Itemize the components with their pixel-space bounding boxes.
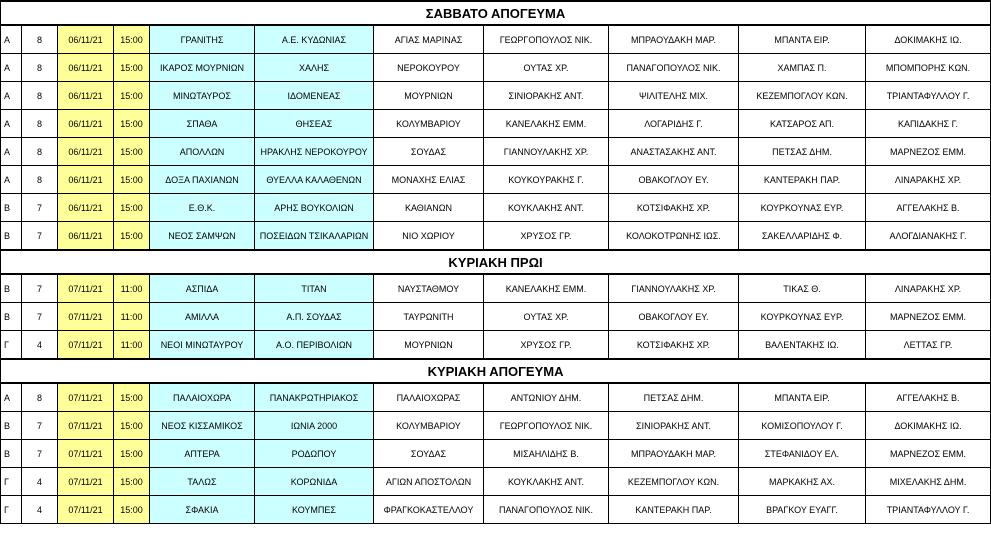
match-row bbox=[1, 166, 991, 194]
observer-cell: ΜΑΡΝΕΖΟΣ ΕΜΜ. bbox=[866, 138, 991, 166]
cat-cell: Α bbox=[1, 82, 22, 110]
assistant-2-cell: ΣΤΕΦΑΝΙΔΟΥ ΕΛ. bbox=[739, 440, 866, 468]
date-cell: 06/11/21 bbox=[58, 110, 114, 138]
time-cell: 15:00 bbox=[114, 440, 150, 468]
referee-cell: ΠΑΝΑΓΟΠΟΥΛΟΣ ΝΙΚ. bbox=[484, 496, 609, 524]
referee-cell: ΓΙΑΝΝΟΥΛΑΚΗΣ ΧΡ. bbox=[484, 138, 609, 166]
round-cell: 8 bbox=[22, 82, 58, 110]
time-cell: 15:00 bbox=[114, 82, 150, 110]
assistant-2-cell: ΣΑΚΕΛΛΑΡΙΔΗΣ Φ. bbox=[739, 222, 866, 251]
assistant-2-cell: ΚΟΥΡΚΟΥΝΑΣ ΕΥΡ. bbox=[739, 194, 866, 222]
time-cell: 15:00 bbox=[114, 194, 150, 222]
referee-cell: ΓΕΩΡΓΟΠΟΥΛΟΣ ΝΙΚ. bbox=[484, 412, 609, 440]
section-title: ΣΑΒΒΑΤΟ ΑΠΟΓΕΥΜΑ bbox=[1, 1, 991, 25]
cat-cell: Α bbox=[1, 25, 22, 54]
away-cell: ΚΟΥΜΠΕΣ bbox=[255, 496, 374, 524]
home-cell: ΤΑΛΩΣ bbox=[150, 468, 255, 496]
time-cell: 15:00 bbox=[114, 54, 150, 82]
match-row bbox=[1, 82, 991, 110]
cat-cell: Α bbox=[1, 166, 22, 194]
venue-cell: ΑΓΙΩΝ ΑΠΟΣΤΟΛΩΝ bbox=[374, 468, 484, 496]
observer-cell: ΑΛΟΓΔΙΑΝΑΚΗΣ Γ. bbox=[866, 222, 991, 251]
venue-cell: ΝΕΡΟΚΟΥΡΟΥ bbox=[374, 54, 484, 82]
away-cell: ΘΥΕΛΛΑ ΚΑΛΑΘΕΝΩΝ bbox=[255, 166, 374, 194]
date-cell: 06/11/21 bbox=[58, 54, 114, 82]
home-cell: ΣΦΑΚΙΑ bbox=[150, 496, 255, 524]
home-cell: ΝΕΟΣ ΚΙΣΣΑΜΙΚΟΣ bbox=[150, 412, 255, 440]
date-cell: 07/11/21 bbox=[58, 412, 114, 440]
away-cell: ΚΟΡΩΝΙΔΑ bbox=[255, 468, 374, 496]
section-title: ΚΥΡΙΑΚΗ ΠΡΩΙ bbox=[1, 250, 991, 274]
home-cell: Ε.Θ.Κ. bbox=[150, 194, 255, 222]
assistant-1-cell: ΟΒΑΚΟΓΛΟΥ ΕΥ. bbox=[609, 303, 739, 331]
referee-cell: ΚΟΥΚΛΑΚΗΣ ΑΝΤ. bbox=[484, 468, 609, 496]
date-cell: 06/11/21 bbox=[58, 138, 114, 166]
referee-cell: ΟΥΤΑΣ ΧΡ. bbox=[484, 303, 609, 331]
cat-cell: Γ bbox=[1, 331, 22, 360]
time-cell: 15:00 bbox=[114, 222, 150, 251]
match-row bbox=[1, 383, 991, 412]
assistant-2-cell: ΠΕΤΣΑΣ ΔΗΜ. bbox=[739, 138, 866, 166]
time-cell: 15:00 bbox=[114, 166, 150, 194]
cat-cell: Β bbox=[1, 222, 22, 251]
referee-cell: ΚΟΥΚΟΥΡΑΚΗΣ Γ. bbox=[484, 166, 609, 194]
venue-cell: ΑΓΙΑΣ ΜΑΡΙΝΑΣ bbox=[374, 25, 484, 54]
match-row bbox=[1, 138, 991, 166]
assistant-1-cell: ΚΟΤΣΙΦΑΚΗΣ ΧΡ. bbox=[609, 194, 739, 222]
round-cell: 4 bbox=[22, 468, 58, 496]
venue-cell: ΝΑΥΣΤΑΘΜΟΥ bbox=[374, 274, 484, 303]
venue-cell: ΜΟΥΡΝΙΩΝ bbox=[374, 331, 484, 360]
observer-cell: ΤΡΙΑΝΤΑΦΥΛΛΟΥ Γ. bbox=[866, 496, 991, 524]
assistant-1-cell: ΜΠΡΑΟΥΔΑΚΗ ΜΑΡ. bbox=[609, 25, 739, 54]
away-cell: ΙΔΟΜΕΝΕΑΣ bbox=[255, 82, 374, 110]
observer-cell: ΛΙΝΑΡΑΚΗΣ ΧΡ. bbox=[866, 274, 991, 303]
assistant-2-cell: ΚΕΖΕΜΠΟΓΛΟΥ ΚΩΝ. bbox=[739, 82, 866, 110]
venue-cell: ΜΟΝΑΧΗΣ ΕΛΙΑΣ bbox=[374, 166, 484, 194]
round-cell: 7 bbox=[22, 222, 58, 251]
match-row bbox=[1, 412, 991, 440]
cat-cell: Β bbox=[1, 274, 22, 303]
venue-cell: ΣΟΥΔΑΣ bbox=[374, 138, 484, 166]
away-cell: Α.Ο. ΠΕΡΙΒΟΛΙΩΝ bbox=[255, 331, 374, 360]
home-cell: ΓΡΑΝΙΤΗΣ bbox=[150, 25, 255, 54]
section-header-row bbox=[1, 359, 991, 383]
home-cell: ΑΣΠΙΔΑ bbox=[150, 274, 255, 303]
cat-cell: Α bbox=[1, 110, 22, 138]
match-row bbox=[1, 496, 991, 524]
assistant-1-cell: ΟΒΑΚΟΓΛΟΥ ΕΥ. bbox=[609, 166, 739, 194]
match-row bbox=[1, 303, 991, 331]
round-cell: 7 bbox=[22, 194, 58, 222]
time-cell: 15:00 bbox=[114, 110, 150, 138]
venue-cell: ΚΑΘΙΑΝΩΝ bbox=[374, 194, 484, 222]
assistant-1-cell: ΚΑΝΤΕΡΑΚΗ ΠΑΡ. bbox=[609, 496, 739, 524]
away-cell: ΘΗΣΕΑΣ bbox=[255, 110, 374, 138]
schedule-body bbox=[1, 1, 991, 524]
cat-cell: Β bbox=[1, 303, 22, 331]
match-row bbox=[1, 440, 991, 468]
referee-cell: ΟΥΤΑΣ ΧΡ. bbox=[484, 54, 609, 82]
home-cell: ΑΜΙΛΛΑ bbox=[150, 303, 255, 331]
assistant-1-cell: ΣΙΝΙΟΡΑΚΗΣ ΑΝΤ. bbox=[609, 412, 739, 440]
match-row bbox=[1, 110, 991, 138]
home-cell: ΝΕΟΣ ΣΑΜΨΩΝ bbox=[150, 222, 255, 251]
referee-cell: ΚΑΝΕΛΑΚΗΣ ΕΜΜ. bbox=[484, 274, 609, 303]
away-cell: ΙΩΝΙΑ 2000 bbox=[255, 412, 374, 440]
assistant-1-cell: ΠΕΤΣΑΣ ΔΗΜ. bbox=[609, 383, 739, 412]
date-cell: 07/11/21 bbox=[58, 468, 114, 496]
referee-cell: ΧΡΥΣΟΣ ΓΡ. bbox=[484, 222, 609, 251]
cat-cell: Α bbox=[1, 54, 22, 82]
home-cell: ΙΚΑΡΟΣ ΜΟΥΡΝΙΩΝ bbox=[150, 54, 255, 82]
cat-cell: Β bbox=[1, 412, 22, 440]
venue-cell: ΠΑΛΑΙΟΧΩΡΑΣ bbox=[374, 383, 484, 412]
time-cell: 15:00 bbox=[114, 138, 150, 166]
assistant-2-cell: ΒΡΑΓΚΟΥ ΕΥΑΓΓ. bbox=[739, 496, 866, 524]
section-header-row bbox=[1, 1, 991, 25]
round-cell: 7 bbox=[22, 440, 58, 468]
cat-cell: Γ bbox=[1, 496, 22, 524]
venue-cell: ΚΟΛΥΜΒΑΡΙΟΥ bbox=[374, 110, 484, 138]
observer-cell: ΤΡΙΑΝΤΑΦΥΛΛΟΥ Γ. bbox=[866, 82, 991, 110]
referee-cell: ΜΙΣΑΗΛΙΔΗΣ Β. bbox=[484, 440, 609, 468]
venue-cell: ΦΡΑΓΚΟΚΑΣΤΕΛΛΟΥ bbox=[374, 496, 484, 524]
assistant-1-cell: ΨΙΛΙΤΕΛΗΣ ΜΙΧ. bbox=[609, 82, 739, 110]
observer-cell: ΜΑΡΝΕΖΟΣ ΕΜΜ. bbox=[866, 303, 991, 331]
section-header-row bbox=[1, 250, 991, 274]
date-cell: 06/11/21 bbox=[58, 25, 114, 54]
venue-cell: ΜΟΥΡΝΙΩΝ bbox=[374, 82, 484, 110]
match-row bbox=[1, 222, 991, 251]
assistant-2-cell: ΒΑΛΕΝΤΑΚΗΣ ΙΩ. bbox=[739, 331, 866, 360]
round-cell: 4 bbox=[22, 331, 58, 360]
assistant-1-cell: ΠΑΝΑΓΟΠΟΥΛΟΣ ΝΙΚ. bbox=[609, 54, 739, 82]
date-cell: 07/11/21 bbox=[58, 440, 114, 468]
match-row bbox=[1, 468, 991, 496]
cat-cell: Γ bbox=[1, 468, 22, 496]
observer-cell: ΔΟΚΙΜΑΚΗΣ ΙΩ. bbox=[866, 412, 991, 440]
away-cell: ΑΡΗΣ ΒΟΥΚΟΛΙΩΝ bbox=[255, 194, 374, 222]
assistant-2-cell: ΚΑΤΣΑΡΟΣ ΑΠ. bbox=[739, 110, 866, 138]
home-cell: ΜΙΝΩΤΑΥΡΟΣ bbox=[150, 82, 255, 110]
observer-cell: ΜΑΡΝΕΖΟΣ ΕΜΜ. bbox=[866, 440, 991, 468]
time-cell: 11:00 bbox=[114, 303, 150, 331]
date-cell: 06/11/21 bbox=[58, 194, 114, 222]
assistant-2-cell: ΚΟΜΙΣΟΠΟΥΛΟΥ Γ. bbox=[739, 412, 866, 440]
round-cell: 8 bbox=[22, 110, 58, 138]
time-cell: 15:00 bbox=[114, 25, 150, 54]
section-title: ΚΥΡΙΑΚΗ ΑΠΟΓΕΥΜΑ bbox=[1, 359, 991, 383]
referee-cell: ΚΑΝΕΛΑΚΗΣ ΕΜΜ. bbox=[484, 110, 609, 138]
assistant-2-cell: ΤΙΚΑΣ Θ. bbox=[739, 274, 866, 303]
home-cell: ΠΑΛΑΙΟΧΩΡΑ bbox=[150, 383, 255, 412]
referee-cell: ΑΝΤΩΝΙΟΥ ΔΗΜ. bbox=[484, 383, 609, 412]
date-cell: 07/11/21 bbox=[58, 274, 114, 303]
away-cell: ΤΙΤΑΝ bbox=[255, 274, 374, 303]
referee-cell: ΚΟΥΚΛΑΚΗΣ ΑΝΤ. bbox=[484, 194, 609, 222]
round-cell: 8 bbox=[22, 383, 58, 412]
venue-cell: ΣΟΥΔΑΣ bbox=[374, 440, 484, 468]
assistant-2-cell: ΜΠΑΝΤΑ ΕΙΡ. bbox=[739, 383, 866, 412]
observer-cell: ΑΓΓΕΛΑΚΗΣ Β. bbox=[866, 194, 991, 222]
round-cell: 8 bbox=[22, 138, 58, 166]
referee-cell: ΓΕΩΡΓΟΠΟΥΛΟΣ ΝΙΚ. bbox=[484, 25, 609, 54]
time-cell: 11:00 bbox=[114, 331, 150, 360]
match-row bbox=[1, 331, 991, 360]
cat-cell: Α bbox=[1, 383, 22, 412]
match-row bbox=[1, 274, 991, 303]
home-cell: ΝΕΟΙ ΜΙΝΩΤΑΥΡΟΥ bbox=[150, 331, 255, 360]
referee-cell: ΧΡΥΣΟΣ ΓΡ. bbox=[484, 331, 609, 360]
round-cell: 8 bbox=[22, 25, 58, 54]
observer-cell: ΜΙΧΕΛΑΚΗΣ ΔΗΜ. bbox=[866, 468, 991, 496]
home-cell: ΣΠΑΘΑ bbox=[150, 110, 255, 138]
time-cell: 15:00 bbox=[114, 412, 150, 440]
date-cell: 06/11/21 bbox=[58, 222, 114, 251]
time-cell: 15:00 bbox=[114, 496, 150, 524]
assistant-2-cell: ΜΑΡΚΑΚΗΣ ΑΧ. bbox=[739, 468, 866, 496]
cat-cell: Β bbox=[1, 440, 22, 468]
observer-cell: ΛΙΝΑΡΑΚΗΣ ΧΡ. bbox=[866, 166, 991, 194]
round-cell: 8 bbox=[22, 166, 58, 194]
assistant-1-cell: ΑΝΑΣΤΑΣΑΚΗΣ ΑΝΤ. bbox=[609, 138, 739, 166]
assistant-1-cell: ΜΠΡΑΟΥΔΑΚΗ ΜΑΡ. bbox=[609, 440, 739, 468]
away-cell: ΠΟΣΕΙΔΩΝ ΤΣΙΚΑΛΑΡΙΩΝ bbox=[255, 222, 374, 251]
assistant-2-cell: ΧΑΜΠΑΣ Π. bbox=[739, 54, 866, 82]
assistant-2-cell: ΚΑΝΤΕΡΑΚΗ ΠΑΡ. bbox=[739, 166, 866, 194]
observer-cell: ΑΓΓΕΛΑΚΗΣ Β. bbox=[866, 383, 991, 412]
time-cell: 15:00 bbox=[114, 468, 150, 496]
away-cell: ΠΑΝΑΚΡΩΤΗΡΙΑΚΟΣ bbox=[255, 383, 374, 412]
venue-cell: ΝΙΟ ΧΩΡΙΟΥ bbox=[374, 222, 484, 251]
date-cell: 07/11/21 bbox=[58, 331, 114, 360]
date-cell: 06/11/21 bbox=[58, 166, 114, 194]
cat-cell: Β bbox=[1, 194, 22, 222]
home-cell: ΑΠΤΕΡΑ bbox=[150, 440, 255, 468]
time-cell: 11:00 bbox=[114, 274, 150, 303]
assistant-1-cell: ΚΟΤΣΙΦΑΚΗΣ ΧΡ. bbox=[609, 331, 739, 360]
away-cell: Α.Ε. ΚΥΔΩΝΙΑΣ bbox=[255, 25, 374, 54]
cat-cell: Α bbox=[1, 138, 22, 166]
observer-cell: ΔΟΚΙΜΑΚΗΣ ΙΩ. bbox=[866, 25, 991, 54]
time-cell: 15:00 bbox=[114, 383, 150, 412]
away-cell: ΗΡΑΚΛΗΣ ΝΕΡΟΚΟΥΡΟΥ bbox=[255, 138, 374, 166]
away-cell: ΡΟΔΩΠΟΥ bbox=[255, 440, 374, 468]
round-cell: 8 bbox=[22, 54, 58, 82]
assistant-2-cell: ΜΠΑΝΤΑ ΕΙΡ. bbox=[739, 25, 866, 54]
round-cell: 7 bbox=[22, 303, 58, 331]
away-cell: ΧΑΛΗΣ bbox=[255, 54, 374, 82]
assistant-1-cell: ΚΟΛΟΚΟΤΡΩΝΗΣ ΙΩΣ. bbox=[609, 222, 739, 251]
observer-cell: ΜΠΟΜΠΟΡΗΣ ΚΩΝ. bbox=[866, 54, 991, 82]
home-cell: ΑΠΟΛΛΩΝ bbox=[150, 138, 255, 166]
date-cell: 07/11/21 bbox=[58, 303, 114, 331]
match-row bbox=[1, 54, 991, 82]
away-cell: Α.Π. ΣΟΥΔΑΣ bbox=[255, 303, 374, 331]
venue-cell: ΚΟΛΥΜΒΑΡΙΟΥ bbox=[374, 412, 484, 440]
home-cell: ΔΟΞΑ ΠΑΧΙΑΝΩΝ bbox=[150, 166, 255, 194]
observer-cell: ΛΕΤΤΑΣ ΓΡ. bbox=[866, 331, 991, 360]
date-cell: 07/11/21 bbox=[58, 496, 114, 524]
assistant-1-cell: ΓΙΑΝΝΟΥΛΑΚΗΣ ΧΡ. bbox=[609, 274, 739, 303]
assistant-1-cell: ΛΟΓΑΡΙΔΗΣ Γ. bbox=[609, 110, 739, 138]
date-cell: 07/11/21 bbox=[58, 383, 114, 412]
round-cell: 4 bbox=[22, 496, 58, 524]
venue-cell: ΤΑΥΡΩΝΙΤΗ bbox=[374, 303, 484, 331]
assistant-2-cell: ΚΟΥΡΚΟΥΝΑΣ ΕΥΡ. bbox=[739, 303, 866, 331]
date-cell: 06/11/21 bbox=[58, 82, 114, 110]
round-cell: 7 bbox=[22, 274, 58, 303]
match-row bbox=[1, 194, 991, 222]
assistant-1-cell: ΚΕΖΕΜΠΟΓΛΟΥ ΚΩΝ. bbox=[609, 468, 739, 496]
referee-cell: ΣΙΝΙΟΡΑΚΗΣ ΑΝΤ. bbox=[484, 82, 609, 110]
match-row bbox=[1, 25, 991, 54]
observer-cell: ΚΑΠΙΔΑΚΗΣ Γ. bbox=[866, 110, 991, 138]
round-cell: 7 bbox=[22, 412, 58, 440]
